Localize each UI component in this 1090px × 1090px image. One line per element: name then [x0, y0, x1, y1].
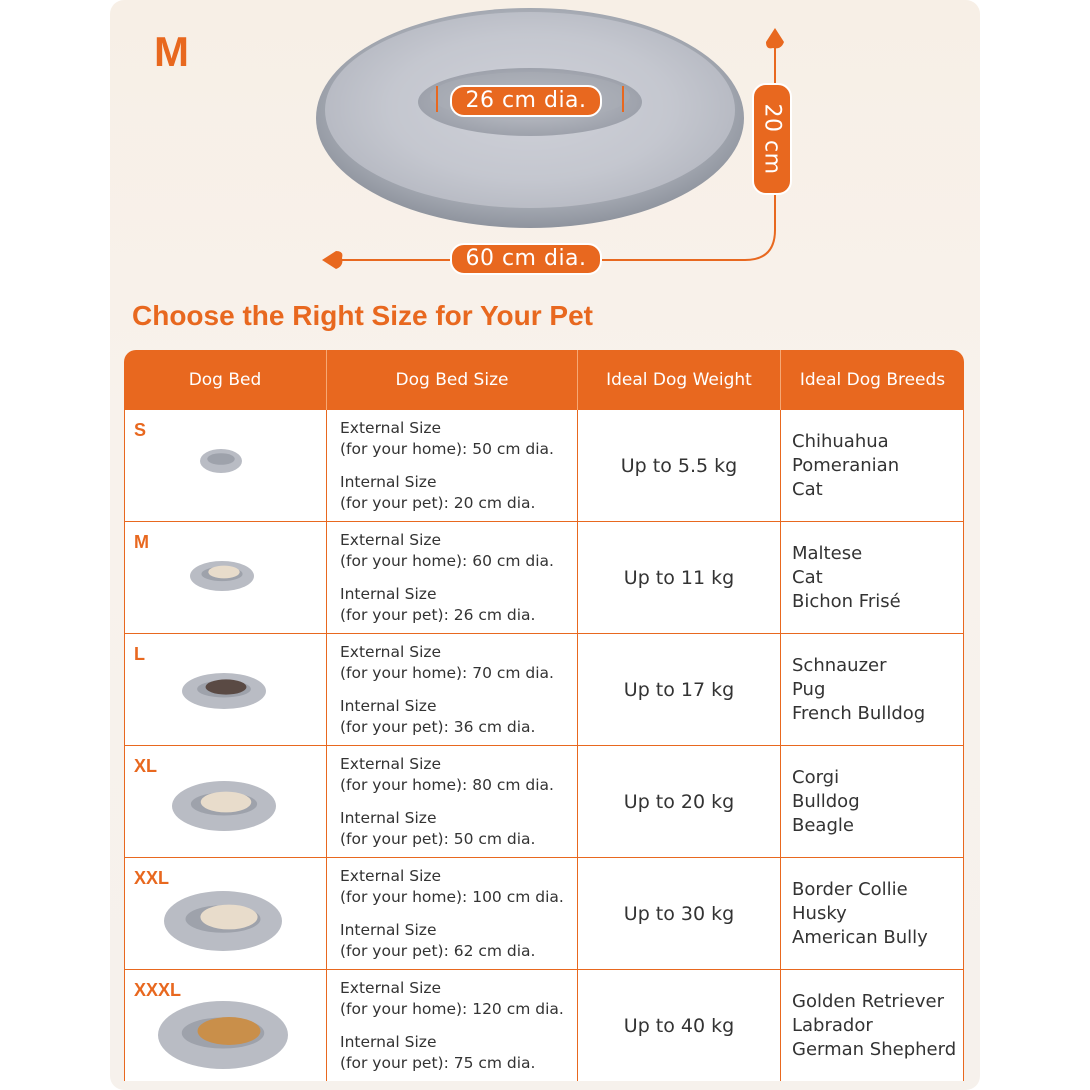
internal-size-value: (for your pet): 36 cm dia. — [340, 717, 536, 736]
breed-item: Pomeranian — [792, 454, 900, 476]
inner-diameter-label: 26 cm dia. — [450, 85, 602, 117]
breed-item: Cat — [792, 478, 823, 500]
bed-cell — [124, 970, 327, 1081]
header-dog-bed: Dog Bed — [124, 350, 327, 410]
breed-item: Cat — [792, 566, 823, 588]
hero-size-letter: M — [154, 28, 189, 75]
breeds-cell — [781, 970, 964, 1081]
external-size-label: External Size — [340, 530, 442, 549]
internal-size-label: Internal Size — [340, 472, 437, 491]
height-label-text: 20 cm — [759, 103, 785, 175]
bed-cell — [124, 858, 327, 970]
bed-cell — [124, 410, 327, 522]
bed-thumbnail-icon — [157, 1000, 289, 1070]
bed-thumbnail-icon — [199, 448, 243, 474]
breed-item: French Bulldog — [792, 702, 926, 724]
bed-cell — [124, 634, 327, 746]
bed-size-label: L — [134, 644, 145, 664]
breed-item: Husky — [792, 902, 847, 924]
bed-thumbnail-icon — [189, 560, 255, 592]
breed-item: Golden Retriever — [792, 990, 945, 1012]
bed-thumbnail-icon — [171, 780, 277, 832]
bed-size-label: XXXL — [134, 980, 182, 1000]
breed-item: American Bully — [792, 926, 928, 948]
size-chart-table — [124, 350, 964, 1081]
breed-item: Pug — [792, 678, 826, 700]
internal-size-label: Internal Size — [340, 584, 437, 603]
header-dog-bed-size: Dog Bed Size — [327, 350, 578, 410]
internal-size-value: (for your pet): 50 cm dia. — [340, 829, 536, 848]
table-header-row — [124, 350, 964, 410]
size-cell — [327, 634, 578, 746]
breed-item: Beagle — [792, 814, 854, 836]
bed-cell — [124, 746, 327, 858]
breed-item: Maltese — [792, 542, 863, 564]
internal-size-label: Internal Size — [340, 920, 437, 939]
size-cell — [327, 858, 578, 970]
weight-value: Up to 5.5 kg — [578, 410, 781, 522]
outer-diameter-label: 60 cm dia. — [450, 243, 602, 275]
top-arrowhead-icon — [766, 28, 784, 48]
size-cell — [327, 522, 578, 634]
breed-item: Bichon Frisé — [792, 590, 901, 612]
breed-item: Schnauzer — [792, 654, 887, 676]
left-arrowhead-icon — [322, 251, 342, 269]
weight-value: Up to 17 kg — [578, 634, 781, 746]
breeds-cell — [781, 858, 964, 970]
internal-size-value: (for your pet): 26 cm dia. — [340, 605, 536, 624]
external-size-value: (for your home): 120 cm dia. — [340, 999, 564, 1018]
bed-size-label: S — [134, 420, 147, 440]
bed-cell — [124, 522, 327, 634]
breeds-cell — [781, 746, 964, 858]
bed-size-label: M — [134, 532, 149, 552]
external-size-value: (for your home): 70 cm dia. — [340, 663, 554, 682]
table-row — [124, 970, 964, 1081]
external-size-label: External Size — [340, 754, 442, 773]
height-label — [752, 83, 792, 195]
size-cell — [327, 746, 578, 858]
internal-size-label: Internal Size — [340, 696, 437, 715]
external-size-value: (for your home): 50 cm dia. — [340, 439, 554, 458]
size-cell — [327, 970, 578, 1081]
breed-item: Corgi — [792, 766, 840, 788]
weight-value: Up to 20 kg — [578, 746, 781, 858]
table-row — [124, 522, 964, 634]
external-size-label: External Size — [340, 418, 442, 437]
external-size-value: (for your home): 80 cm dia. — [340, 775, 554, 794]
breeds-cell — [781, 634, 964, 746]
table-row — [124, 858, 964, 970]
bed-thumbnail-icon — [181, 672, 267, 710]
header-ideal-breeds: Ideal Dog Breeds — [781, 350, 964, 410]
table-row — [124, 746, 964, 858]
weight-value: Up to 30 kg — [578, 858, 781, 970]
header-ideal-weight: Ideal Dog Weight — [578, 350, 781, 410]
weight-value: Up to 40 kg — [578, 970, 781, 1081]
bed-size-label: XL — [134, 756, 158, 776]
external-size-label: External Size — [340, 866, 442, 885]
internal-size-value: (for your pet): 20 cm dia. — [340, 493, 536, 512]
external-size-label: External Size — [340, 978, 442, 997]
breeds-cell — [781, 522, 964, 634]
internal-size-value: (for your pet): 62 cm dia. — [340, 941, 536, 960]
breed-item: Labrador — [792, 1014, 873, 1036]
weight-value: Up to 11 kg — [578, 522, 781, 634]
breed-item: Bulldog — [792, 790, 860, 812]
bed-size-label: XXL — [134, 868, 170, 888]
internal-size-label: Internal Size — [340, 1032, 437, 1051]
external-size-value: (for your home): 60 cm dia. — [340, 551, 554, 570]
breed-item: Border Collie — [792, 878, 908, 900]
table-row — [124, 410, 964, 522]
external-size-value: (for your home): 100 cm dia. — [340, 887, 564, 906]
internal-size-label: Internal Size — [340, 808, 437, 827]
external-size-label: External Size — [340, 642, 442, 661]
page-title: Choose the Right Size for Your Pet — [132, 300, 594, 331]
breed-item: German Shepherd — [792, 1038, 957, 1060]
internal-size-value: (for your pet): 75 cm dia. — [340, 1053, 536, 1072]
breeds-cell — [781, 410, 964, 522]
bed-thumbnail-icon — [163, 890, 283, 952]
breed-item: Chihuahua — [792, 430, 889, 452]
size-cell — [327, 410, 578, 522]
table-row — [124, 634, 964, 746]
